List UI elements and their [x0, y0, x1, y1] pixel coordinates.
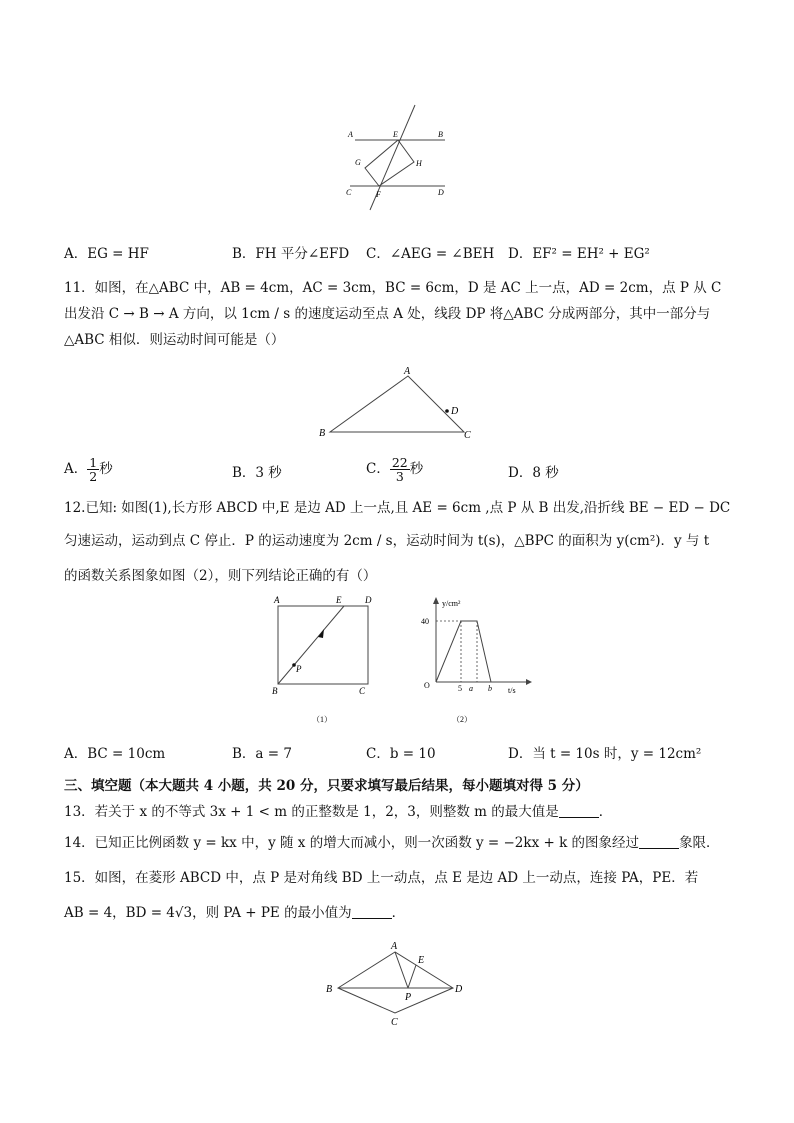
label-c: C — [346, 188, 352, 197]
origin-label: O — [424, 681, 430, 690]
label-c: C — [359, 686, 366, 696]
label-a: A — [274, 595, 280, 605]
q12-text-line-2: 匀速运动，运动到点 C 停止．P 的运动速度为 2cm / s，运动时间为 t(s)，△BPC 的面积为 y(cm²)．y 与 t — [64, 533, 710, 549]
label-e: E — [393, 130, 398, 139]
q11-text-line-1: 11．如图，在△ABC 中，AB = 4cm，AC = 3cm，BC = 6cm，D 是 AC 上一点，AD = 2cm，点 P 从 C — [64, 280, 722, 296]
label-e: E — [336, 595, 342, 605]
y-axis-label: y/cm² — [442, 599, 461, 608]
q10-option-c: C．∠AEG = ∠BEH — [366, 246, 495, 262]
q10-option-b: B．FH 平分∠EFD — [232, 246, 350, 262]
q15-answer-blank — [352, 904, 392, 919]
q12-text-line-3: 的函数关系图象如图（2），则下列结论正确的有（） — [64, 568, 377, 584]
label-b: B — [438, 130, 443, 139]
rhombus-abcd-diagram — [320, 938, 470, 1033]
q12-option-b: B．a = 7 — [232, 746, 292, 762]
q15-figure — [320, 938, 470, 1033]
label-d: D — [365, 595, 372, 605]
q13-answer-blank — [559, 803, 599, 818]
label-c: C — [391, 1017, 398, 1028]
section-3-heading: 三、填空题（本大题共 4 小题，共 20 分，只要求填写最后结果，每小题填对得 5 分） — [64, 778, 589, 794]
q11-option-d: D．8 秒 — [508, 465, 559, 481]
label-e: E — [418, 955, 425, 966]
x-tick-a: a — [469, 684, 473, 693]
x-axis-label: t/s — [508, 686, 516, 695]
q14-answer-blank — [639, 834, 679, 849]
label-b: B — [272, 686, 278, 696]
figure-2-caption: （2） — [452, 715, 472, 724]
q12-figure-2 — [414, 592, 534, 727]
label-f: F — [376, 190, 381, 199]
label-p: P — [405, 992, 412, 1003]
q14-text: 14．已知正比例函数 y = kx 中，y 随 x 的增大而减小，则一次函数 y = −2kx + k 的图象经过 象限． — [64, 835, 720, 851]
x-tick-5: 5 — [458, 684, 462, 693]
q15-text-line-1: 15．如图，在菱形 ABCD 中，点 P 是对角线 BD 上一动点，点 E 是边 AD 上一动点，连接 PA，PE．若 — [64, 870, 699, 886]
parallel-lines-diagram — [340, 100, 460, 215]
figure-1-caption: （1） — [312, 715, 332, 724]
q12-figure-1 — [266, 592, 386, 727]
q11-option-b: B．3 秒 — [232, 465, 282, 481]
label-h: H — [416, 159, 422, 168]
q12-option-d: D．当 t = 10s 时，y = 12cm² — [508, 746, 702, 762]
label-g: G — [355, 158, 361, 167]
q10-figure — [340, 100, 460, 215]
q12-option-a: A．BC = 10cm — [64, 746, 166, 762]
label-d: D — [451, 406, 459, 417]
q11-figure — [312, 362, 482, 442]
label-a: A — [391, 941, 398, 952]
label-c: C — [464, 430, 471, 441]
fraction-22-thirds: $\frac{22}{3}$ — [391, 455, 408, 484]
q11-option-a: A． $\frac{1}{2}$ 秒 — [64, 455, 113, 484]
q11-text-line-3: △ABC 相似．则运动时间可能是（） — [64, 332, 285, 348]
rectangle-abcd-diagram — [266, 592, 386, 727]
q12-option-c: C．b = 10 — [366, 746, 436, 762]
q11-option-c: C． $\frac{22}{3}$ 秒 — [366, 455, 424, 484]
label-b: B — [319, 428, 326, 439]
function-graph — [414, 592, 534, 727]
q10-option-a: A．EG = HF — [64, 246, 149, 262]
q10-option-d: D．EF² = EH² + EG² — [508, 246, 650, 262]
x-tick-b: b — [488, 684, 492, 693]
q12-text-line-1: 12.已知: 如图(1),长方形 ABCD 中,E 是边 AD 上一点,且 AE = 6cm ,点 P 从 B 出发,沿折线 BE − ED − DC — [64, 500, 731, 516]
label-p: P — [296, 664, 302, 674]
triangle-abc-diagram — [312, 362, 482, 442]
label-a: A — [404, 366, 411, 377]
fraction-one-half: $\frac{1}{2}$ — [89, 455, 98, 484]
label-a: A — [348, 130, 353, 139]
q11-text-line-2: 出发沿 C → B → A 方向，以 1cm / s 的速度运动至点 A 处，线段 DP 将△ABC 分成两部分，其中一部分与 — [64, 306, 711, 322]
label-b: B — [326, 984, 333, 995]
label-d: D — [438, 188, 444, 197]
q15-text-line-2: AB = 4，BD = 4√3，则 PA + PE 的最小值为 ． — [64, 905, 406, 921]
q13-text: 13．若关于 x 的不等式 3x + 1 < m 的正整数是 1，2，3，则整数 m 的最大值是 ． — [64, 804, 613, 820]
label-d: D — [455, 984, 463, 995]
y-tick-40: 40 — [421, 617, 429, 626]
